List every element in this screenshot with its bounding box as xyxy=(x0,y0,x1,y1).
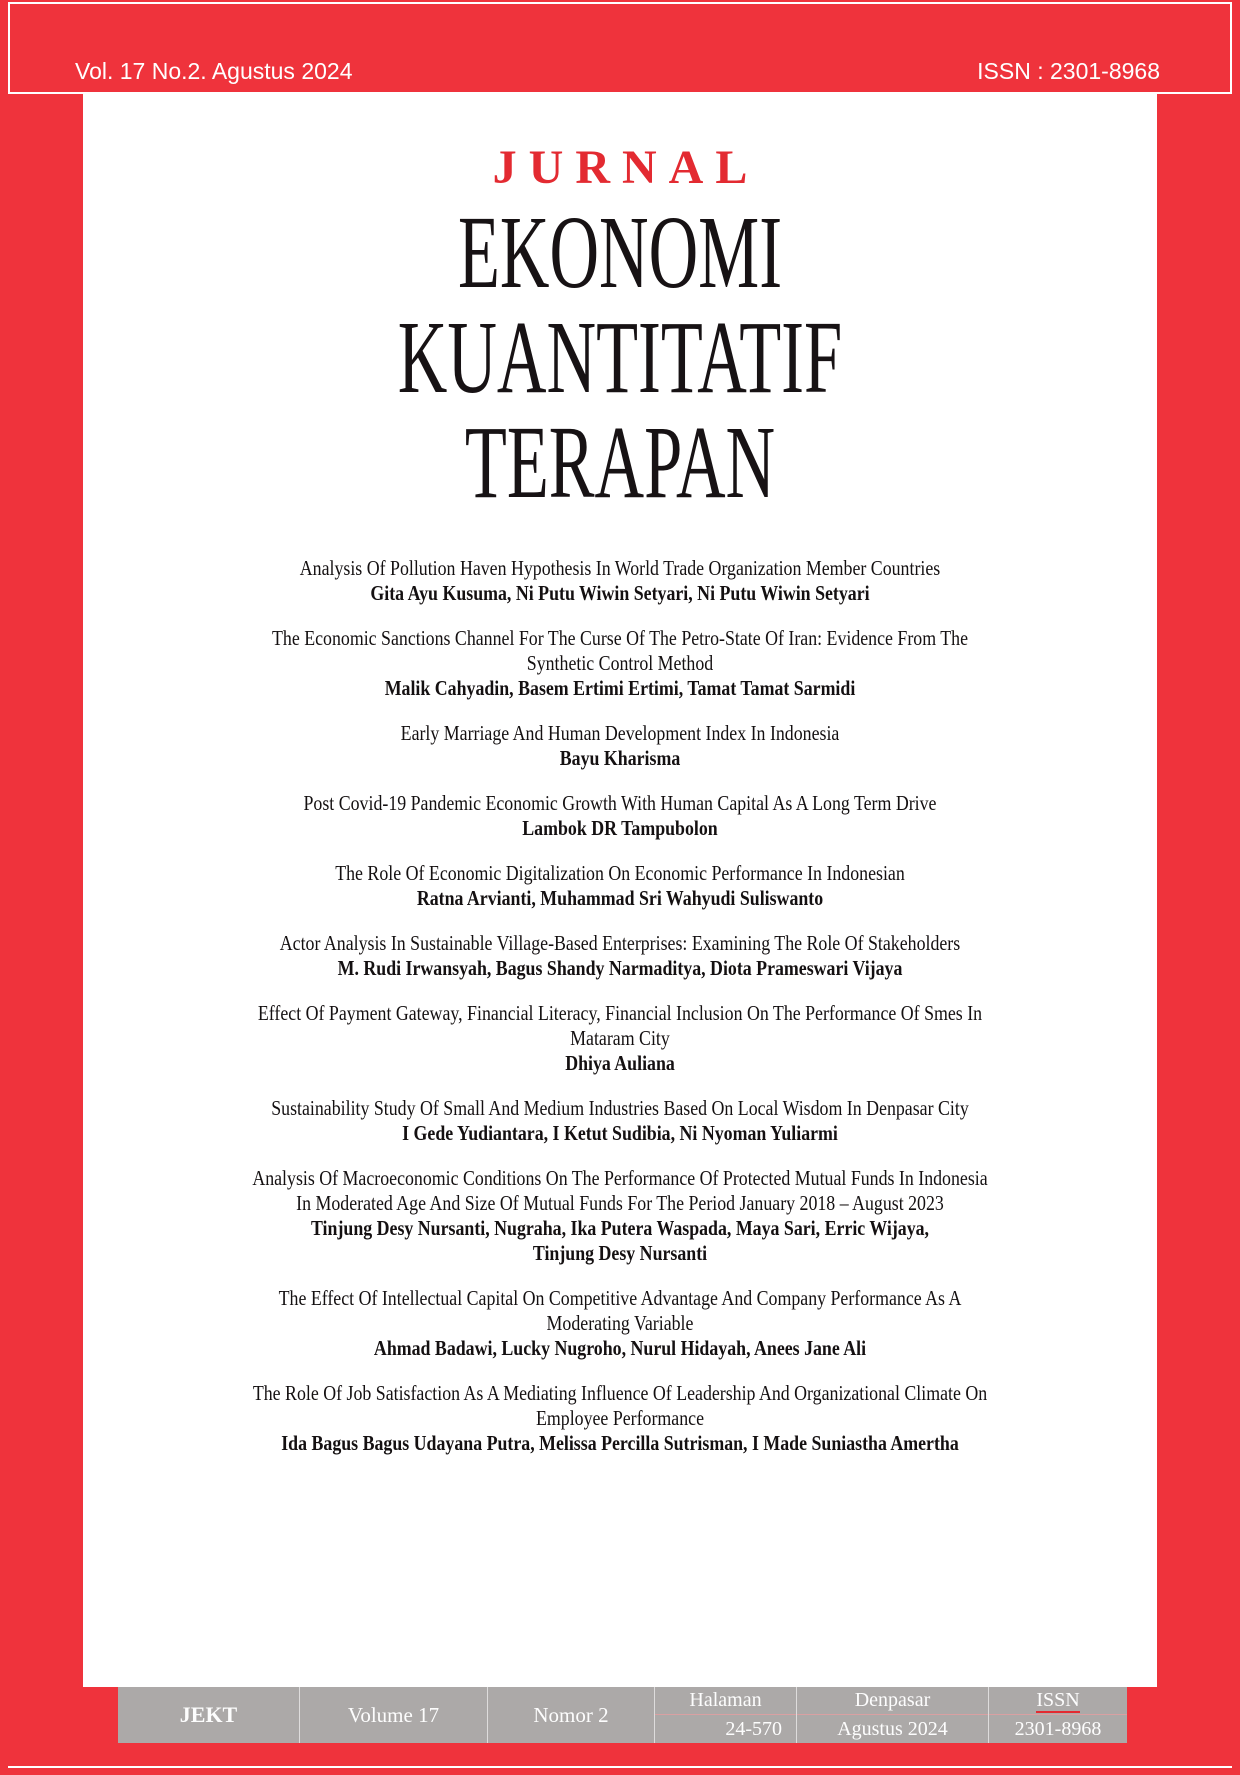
journal-kicker: JURNAL xyxy=(492,141,760,194)
article-authors-line: Ratna Arvianti, Muhammad Sri Wahyudi Suliswanto xyxy=(416,886,824,910)
article-title-line: Mataram City xyxy=(570,1026,670,1050)
toc-entry xyxy=(136,931,1105,981)
article-title-line: Early Marriage And Human Development Index In Indonesia xyxy=(400,721,840,745)
frame-right-line xyxy=(1230,2,1232,93)
article-title-line: The Role Of Economic Digitalization On Economic Performance In Indonesian xyxy=(335,861,905,885)
journal-title-line: TERAPAN xyxy=(464,405,776,520)
footer-pages-value: 24-570 xyxy=(725,1717,782,1740)
article-title-line: Analysis Of Pollution Haven Hypothesis In World Trade Organization Member Countries xyxy=(299,556,941,580)
article-authors-line: Dhiya Auliana xyxy=(565,1051,675,1075)
footer-issn-value: 2301-8968 xyxy=(1014,1717,1102,1740)
article-title-line: The Role Of Job Satisfaction As A Mediating Influence Of Leadership And Organizational Climate On xyxy=(252,1381,988,1405)
article-title-line: The Economic Sanctions Channel For The Curse Of The Petro-State Of Iran: Evidence From The xyxy=(272,626,968,650)
article-title-line: Synthetic Control Method xyxy=(526,651,714,675)
article-title-line: Actor Analysis In Sustainable Village-Based Enterprises: Examining The Role Of Stakeholders xyxy=(279,931,961,955)
article-authors-line: Tinjung Desy Nursanti xyxy=(532,1241,708,1265)
toc-entry xyxy=(136,626,1105,701)
footer-place-cell xyxy=(796,1687,988,1743)
toc-entry xyxy=(136,791,1105,841)
article-title-line: Sustainability Study Of Small And Medium Industries Based On Local Wisdom In Denpasar City xyxy=(271,1096,969,1120)
header-bar xyxy=(75,0,1160,92)
masthead xyxy=(83,141,1157,520)
toc-entry xyxy=(136,1001,1105,1076)
volume-issue-date: Vol. 17 No.2. Agustus 2024 xyxy=(75,58,353,84)
issn-header: ISSN : 2301-8968 xyxy=(977,58,1160,84)
article-authors-line: M. Rudi Irwansyah, Bagus Shandy Narmaditya, Diota Prameswari Vijaya xyxy=(337,956,903,980)
article-title-line: In Moderated Age And Size Of Mutual Funds For The Period January 2018 – August 2023 xyxy=(296,1191,944,1215)
article-authors-line: Gita Ayu Kusuma, Ni Putu Wiwin Setyari, Ni Putu Wiwin Setyari xyxy=(370,581,870,605)
footer-volume: Volume 17 xyxy=(299,1687,487,1743)
article-title-line: Moderating Variable xyxy=(546,1311,694,1335)
article-title-line: The Effect Of Intellectual Capital On Competitive Advantage And Company Performance As A xyxy=(278,1286,962,1310)
footer-number: Nomor 2 xyxy=(487,1687,654,1743)
article-title-line: Post Covid-19 Pandemic Economic Growth With Human Capital As A Long Term Drive xyxy=(303,791,937,815)
footer-journal-code: JEKT xyxy=(179,1702,238,1727)
footer-date: Agustus 2024 xyxy=(837,1717,948,1740)
frame-left-line xyxy=(8,2,10,93)
article-title-line: Effect Of Payment Gateway, Financial Literacy, Financial Inclusion On The Performance Of Smes In xyxy=(257,1001,983,1025)
toc-entry xyxy=(136,556,1105,606)
toc-entry xyxy=(136,861,1105,911)
article-title-line: Analysis Of Macroeconomic Conditions On The Performance Of Protected Mutual Funds In Indonesia xyxy=(252,1166,988,1190)
toc-entry xyxy=(136,1286,1105,1361)
toc-entry xyxy=(136,721,1105,771)
journal-title-line: KUANTITATIF xyxy=(397,300,843,415)
article-title-line: Employee Performance xyxy=(535,1406,705,1430)
journal-title-line: EKONOMI xyxy=(457,195,783,310)
article-authors-line: Lambok DR Tampubolon xyxy=(522,816,718,840)
article-authors-line: Ahmad Badawi, Lucky Nugroho, Nurul Hidayah, Anees Jane Ali xyxy=(373,1336,867,1360)
footer-pages-cell xyxy=(654,1687,796,1743)
footer-pages-label: Halaman xyxy=(655,1687,796,1715)
article-authors-line: Malik Cahyadin, Basem Ertimi Ertimi, Tamat Tamat Sarmidi xyxy=(384,676,856,700)
article-authors-line: Ida Bagus Bagus Udayana Putra, Melissa Percilla Sutrisman, I Made Suniastha Amertha xyxy=(281,1431,959,1455)
frame-bottom-line xyxy=(8,1766,1232,1768)
table-of-contents xyxy=(136,556,1105,1476)
article-authors-line: I Gede Yudiantara, I Ketut Sudibia, Ni Nyoman Yuliarmi xyxy=(402,1121,838,1145)
article-authors-line: Bayu Kharisma xyxy=(559,746,681,770)
footer-issn-cell xyxy=(988,1687,1127,1743)
cover-page xyxy=(83,94,1157,1687)
article-authors-line: Tinjung Desy Nursanti, Nugraha, Ika Putera Waspada, Maya Sari, Erric Wijaya, xyxy=(310,1216,930,1240)
toc-entry xyxy=(136,1381,1105,1456)
footer-issn-label-row xyxy=(989,1687,1127,1715)
journal-title xyxy=(83,195,1157,520)
footer-issn-label: ISSN xyxy=(1036,1688,1080,1711)
toc-entry xyxy=(136,1166,1105,1266)
toc-entry xyxy=(136,1096,1105,1146)
footer-city: Denpasar xyxy=(797,1687,988,1715)
footer-bar xyxy=(118,1687,1127,1743)
